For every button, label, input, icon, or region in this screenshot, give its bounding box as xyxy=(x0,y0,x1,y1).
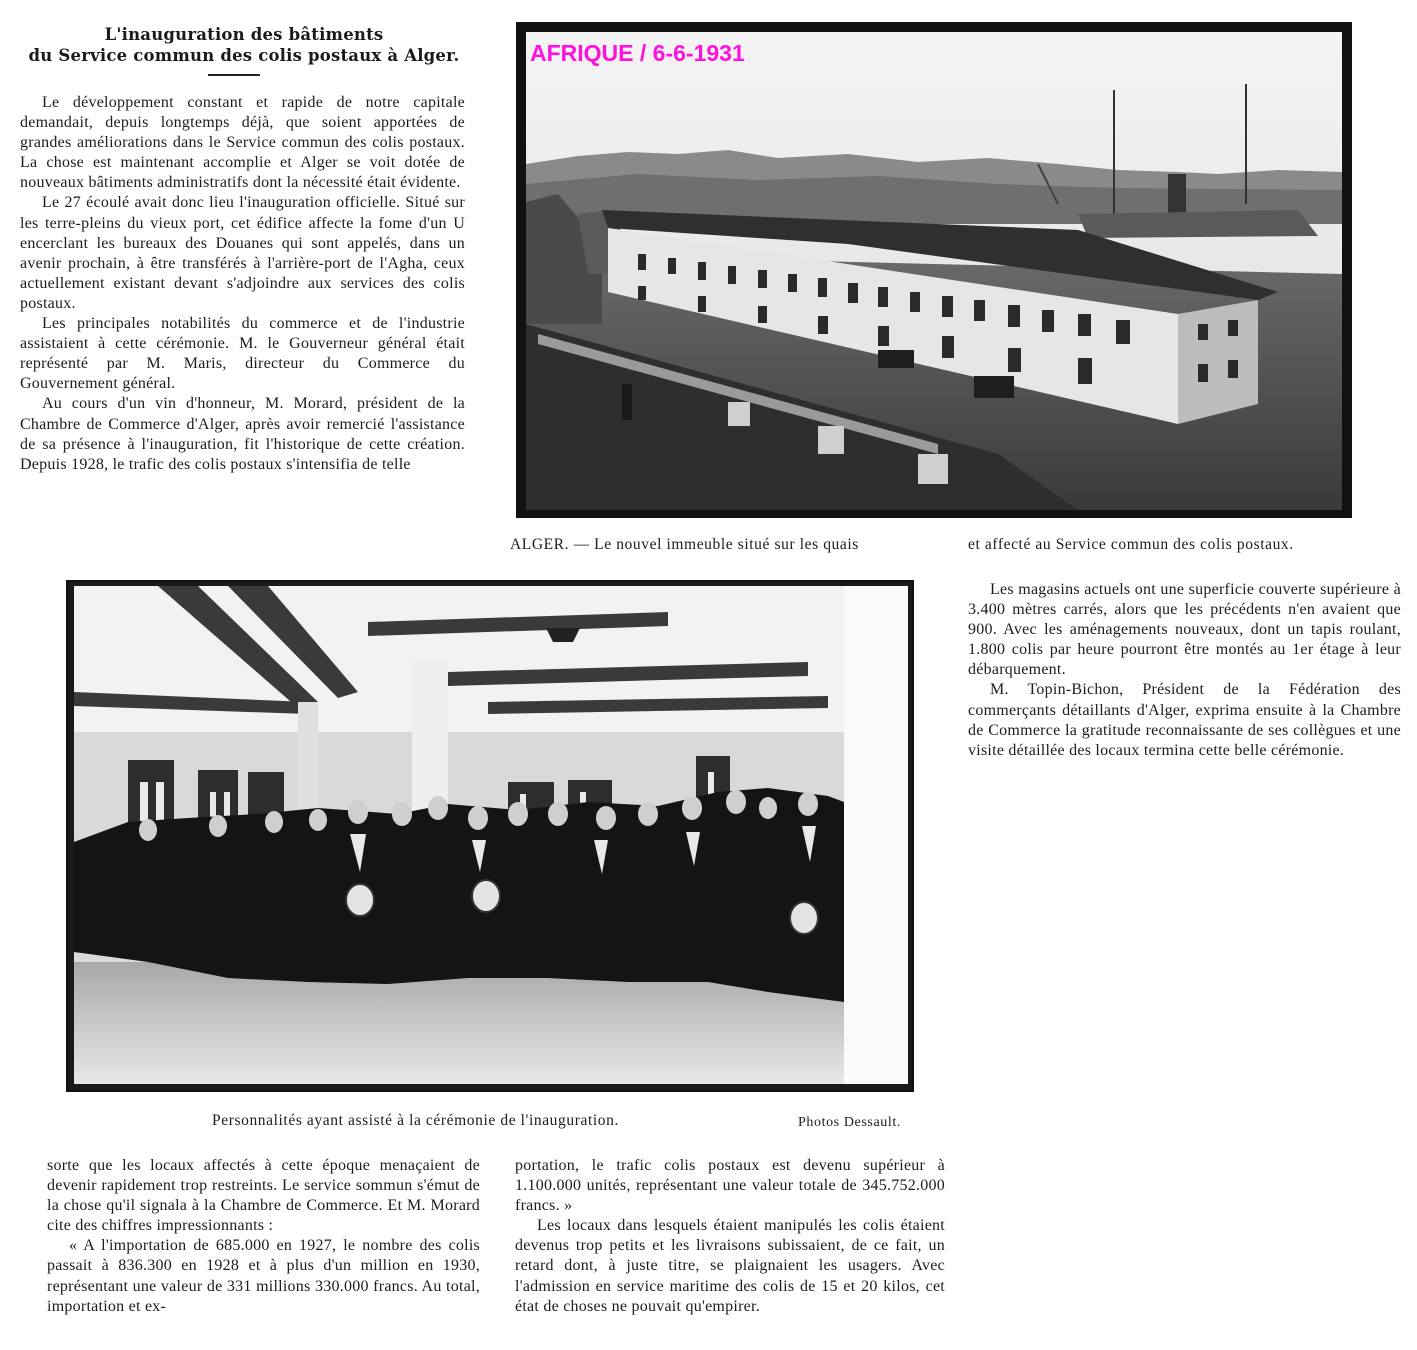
article-title-line1: L'inauguration des bâtiments xyxy=(104,25,384,44)
article-column-right xyxy=(968,580,1401,761)
paragraph: Au cours d'un vin d'honneur, M. Morard, président de la Chambre de Commerce d'Alger, après avoir remercié l'assistance de sa présence à l'inauguration, fit l'historique de cette création. Depuis 1928, le trafic des colis postaux s'intensifia de telle xyxy=(20,395,465,473)
building-photo xyxy=(516,22,1352,518)
paragraph: Les locaux dans lesquels étaient manipulés les colis étaient devenus trop petits et les livraisons subissaient, de ce fait, un retard dont, à juste titre, se plaignaient les usagers. Avec l'admission en service maritime des colis de 15 et 20 kilos, cet état de choses ne pouvait qu'empirer. xyxy=(515,1217,945,1315)
photo1-caption-left: ALGER. — Le nouvel immeuble situé sur les quais xyxy=(510,536,859,553)
photo2-credit: Photos Dessault. xyxy=(798,1115,901,1130)
paragraph: Les magasins actuels ont une superficie couverte supérieure à 3.400 mètres carrés, alors que les précédents n'en avaient que 900. Avec les aménagements nouveaux, dont un tapis roulant, 1.800 colis par heure pourront être montés au 1er étage à leur débarquement. xyxy=(968,581,1401,679)
paragraph: Le 27 écoulé avait donc lieu l'inauguration officielle. Situé sur les terre-pleins du vieux port, cet édifice affecte la fome d'un U encerclant les bureaux des Douanes qui sont appelés, dans un avenir prochain, à être transférés à l'arrière-port de l'Agha, ceux actuellement existant devant s'adjoindre aux services des colis postaux. xyxy=(20,194,465,312)
ceremony-photo xyxy=(66,580,914,1092)
paragraph: Le développement constant et rapide de notre capitale demandait, depuis longtemps déjà, que soient apportées de grandes améliorations dans le Service commun des colis postaux. La chose est maintenant accomplie et Alger se voit dotée de nouveaux bâtiments administratifs dont la nécessité était évidente. xyxy=(20,94,465,192)
photo2-caption: Personnalités ayant assisté à la cérémonie de l'inauguration. xyxy=(212,1112,619,1129)
paragraph: sorte que les locaux affectés à cette époque menaçaient de devenir rapidement trop restreints. Le service sommun s'émut de la chose qu'il signala à la Chambre de Commerce. Et M. Morard cite des chiffres impressionnants : xyxy=(47,1157,480,1235)
paragraph: portation, le trafic colis postaux est devenu supérieur à 1.100.000 unités, représentant une valeur totale de 345.752.000 francs. » xyxy=(515,1157,945,1215)
paragraph: « A l'importation de 685.000 en 1927, le nombre des colis passait à 836.300 en 1928 et à plus d'un million en 1930, représentant une valeur de 331 millions 330.000 francs. Au total, importation et ex- xyxy=(47,1237,480,1315)
photo1-caption-right: et affecté au Service commun des colis postaux. xyxy=(968,536,1294,553)
building-photo-image xyxy=(518,24,1350,516)
paragraph: Les principales notabilités du commerce et de l'industrie assistaient à cette cérémonie. M. le Gouverneur général était représenté par M. Maris, directeur du Commerce du Gouvernement général. xyxy=(20,315,465,393)
article-column-1 xyxy=(20,93,465,555)
source-stamp: AFRIQUE / 6-6-1931 xyxy=(530,40,745,66)
title-divider xyxy=(208,74,260,76)
paragraph: M. Topin-Bichon, Président de la Fédération des commerçants détaillants d'Alger, exprima ensuite à la Chambre de Commerce la gratitude reconnaissante de ses collègues et une visite détaillée des locaux termina cette belle cérémonie. xyxy=(968,681,1401,759)
ceremony-photo-image xyxy=(68,582,912,1090)
article-column-bottom-mid xyxy=(515,1156,945,1342)
article-title xyxy=(18,24,470,66)
article-column-bottom-left xyxy=(47,1156,480,1342)
article-title-line2: du Service commun des colis postaux à Alger. xyxy=(28,46,460,65)
